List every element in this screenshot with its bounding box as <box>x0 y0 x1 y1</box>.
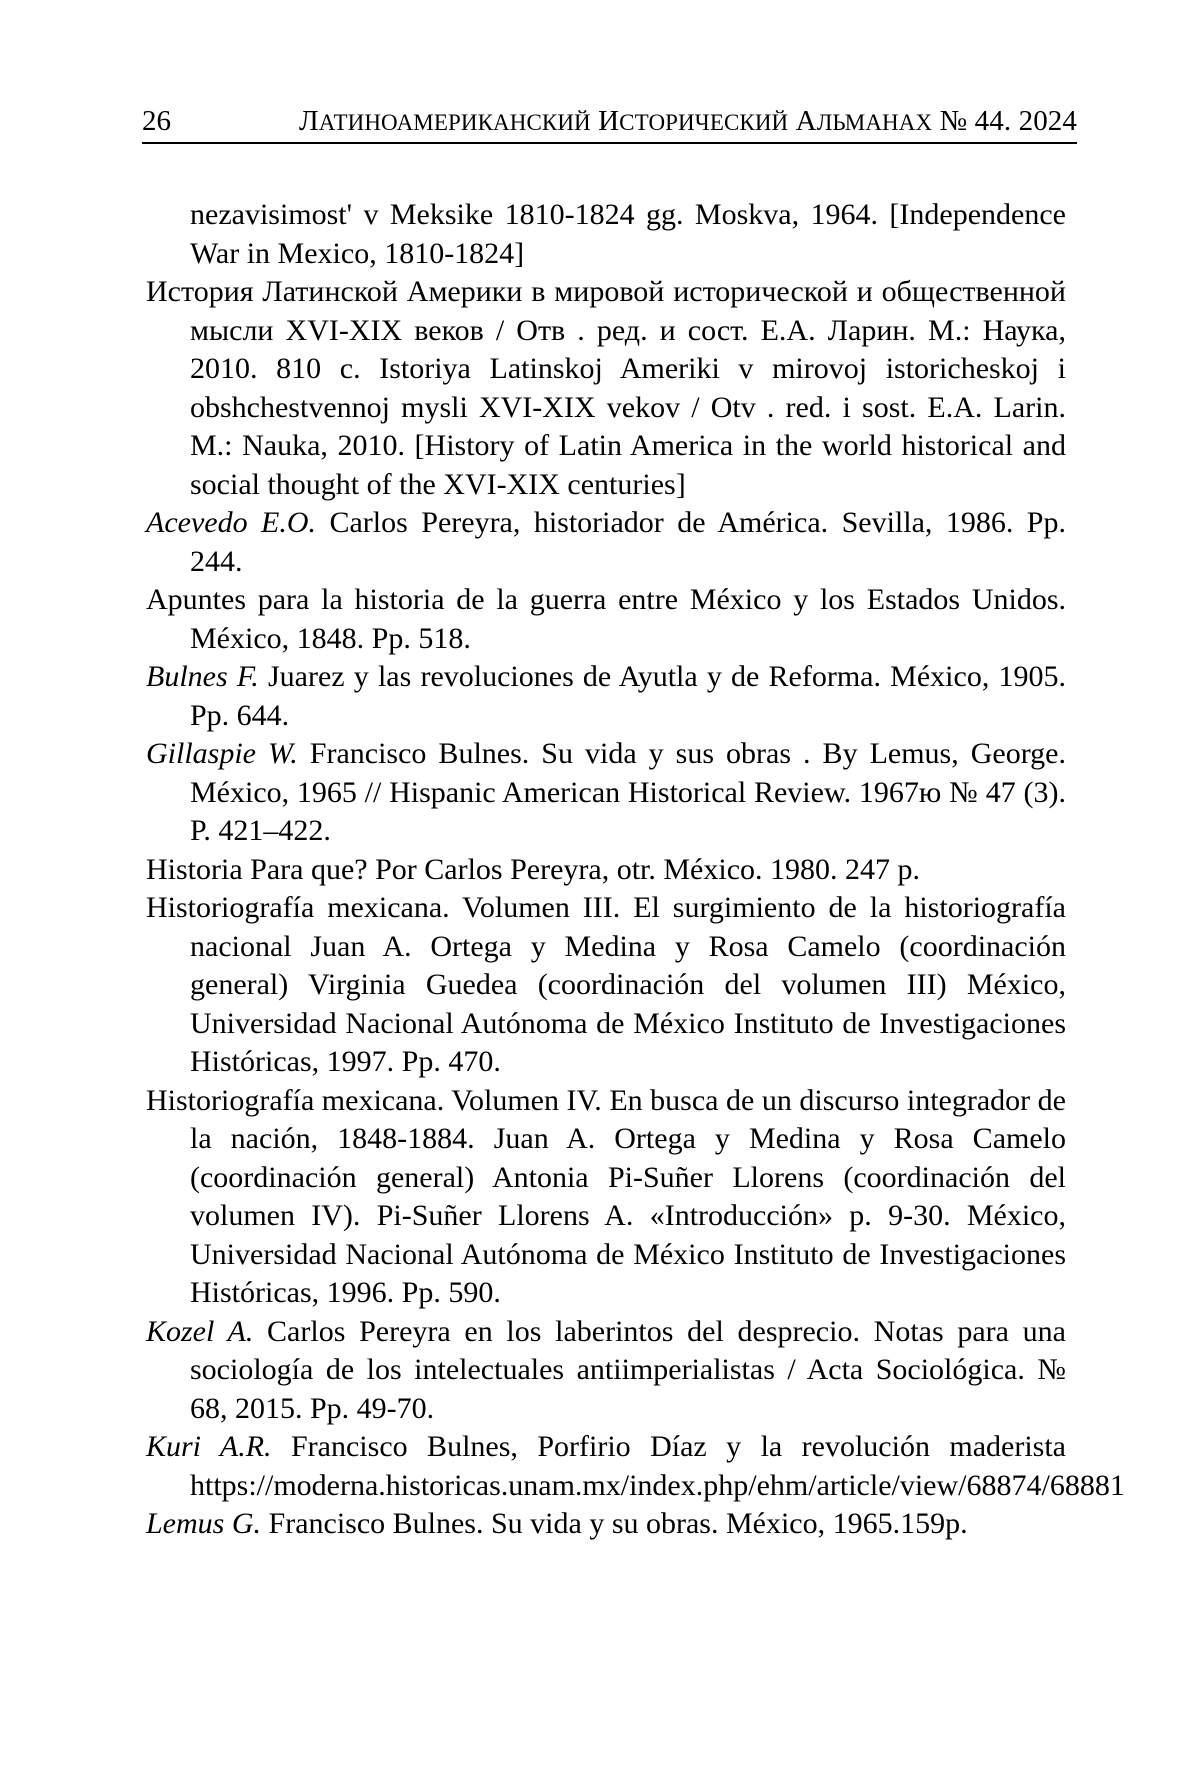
reference-entry <box>146 851 1066 890</box>
reference-entry <box>146 1082 1066 1313</box>
reference-entry <box>146 735 1066 851</box>
reference-text: Historiografía mexicana. Volumen IV. En busca de un discurso integrador de la nación, 1848-1884. Juan A. Ortega y Medina y Rosa Camelo (coordinación general) Antonia Pi-Suñer Llorens (coordinación del volumen IV). Pi-Suñer Llorens A. «Introducción» p. 9-30. México, Universidad Nacional Autónoma de México Instituto de Investigaciones Históricas, 1996. Pp. 590. <box>146 1083 1066 1309</box>
reference-entry <box>146 1313 1066 1429</box>
reference-text: Francisco Bulnes. Su vida y su obras. México, 1965.159p. <box>268 1507 968 1540</box>
reference-text: Francisco Bulnes. Su vida y sus obras . By Lemus, George. México, 1965 // Hispanic American Historical Review. 1967ю № 47 (3). P. 421–422. <box>190 737 1066 847</box>
reference-entry <box>146 504 1066 581</box>
running-header <box>142 104 1077 144</box>
reference-entry <box>146 1505 1066 1544</box>
reference-list <box>146 196 1125 1544</box>
reference-text: Carlos Pereyra en los laberintos del desprecio. Notas para una sociología de los intelectuales antiimperialistas / Acta Sociológica. № 68, 2015. Pp. 49-70. <box>190 1314 1066 1425</box>
reference-text: Carlos Pereyra, historiador de América. Sevilla, 1986. Pp. 244. <box>190 506 1066 578</box>
reference-author: Lemus G. <box>146 1507 262 1540</box>
reference-author: Acevedo E.O. <box>146 506 317 539</box>
reference-entry <box>146 1428 1125 1505</box>
reference-text: Historia Para que? Por Carlos Pereyra, otr. México. 1980. 247 p. <box>146 852 921 886</box>
reference-entry <box>146 889 1066 1082</box>
reference-text: nezavisimost' v Meksike 1810-1824 gg. Moskva, 1964. [Independence War in Mexico, 1810-1824] <box>190 198 1066 270</box>
reference-text: Apuntes para la historia de la guerra entre México y los Estados Unidos. México, 1848. Pp. 518. <box>146 583 1066 655</box>
reference-entry <box>146 273 1066 504</box>
reference-text: Historiografía mexicana. Volumen III. El surgimiento de la historiografía nacional Juan A. Ortega y Medina y Rosa Camelo (coordinación general) Virginia Guedea (coordinación del volumen III) México, Universidad Nacional Autónoma de México Instituto de Investigaciones Históricas, 1997. Pp. 470. <box>146 891 1066 1078</box>
reference-entry <box>146 658 1066 735</box>
reference-text: Francisco Bulnes, Porfirio Díaz y la revolución maderista https://moderna.historicas.unam.mx/index.php/ehm/article/view/68874/68881 <box>190 1430 1125 1502</box>
journal-title: ЛАТИНОАМЕРИКАНСКИЙ ИСТОРИЧЕСКИЙ АЛЬМАНАХ № 44. 2024 <box>298 105 1077 137</box>
reference-author: Bulnes F. <box>146 660 259 693</box>
reference-entry <box>146 196 1066 273</box>
reference-text: Juarez y las revoluciones de Ayutla y de Reforma. México, 1905. Pp. 644. <box>190 660 1067 732</box>
reference-author: Gillaspie W. <box>146 737 298 770</box>
page-number: 26 <box>142 105 171 137</box>
reference-author: Kozel A. <box>146 1314 254 1348</box>
reference-entry <box>146 581 1066 658</box>
reference-author: Kuri A.R. <box>146 1430 272 1463</box>
reference-text: История Латинской Америки в мировой исторической и общественной мысли XVI-XIX веков / Отв . ред. и сост. Е.А. Ларин. М.: Наука, 2010. 810 с. Istoriya Latinskoj Ameriki v mirovoj istoricheskoj i obshchestvennoj mysli XVI-XIX vekov / Otv . red. i sost. E.A. Larin. M.: Nauka, 2010. [History of Latin America in the world historical and social thought of the XVI-XIX centuries] <box>146 275 1066 501</box>
